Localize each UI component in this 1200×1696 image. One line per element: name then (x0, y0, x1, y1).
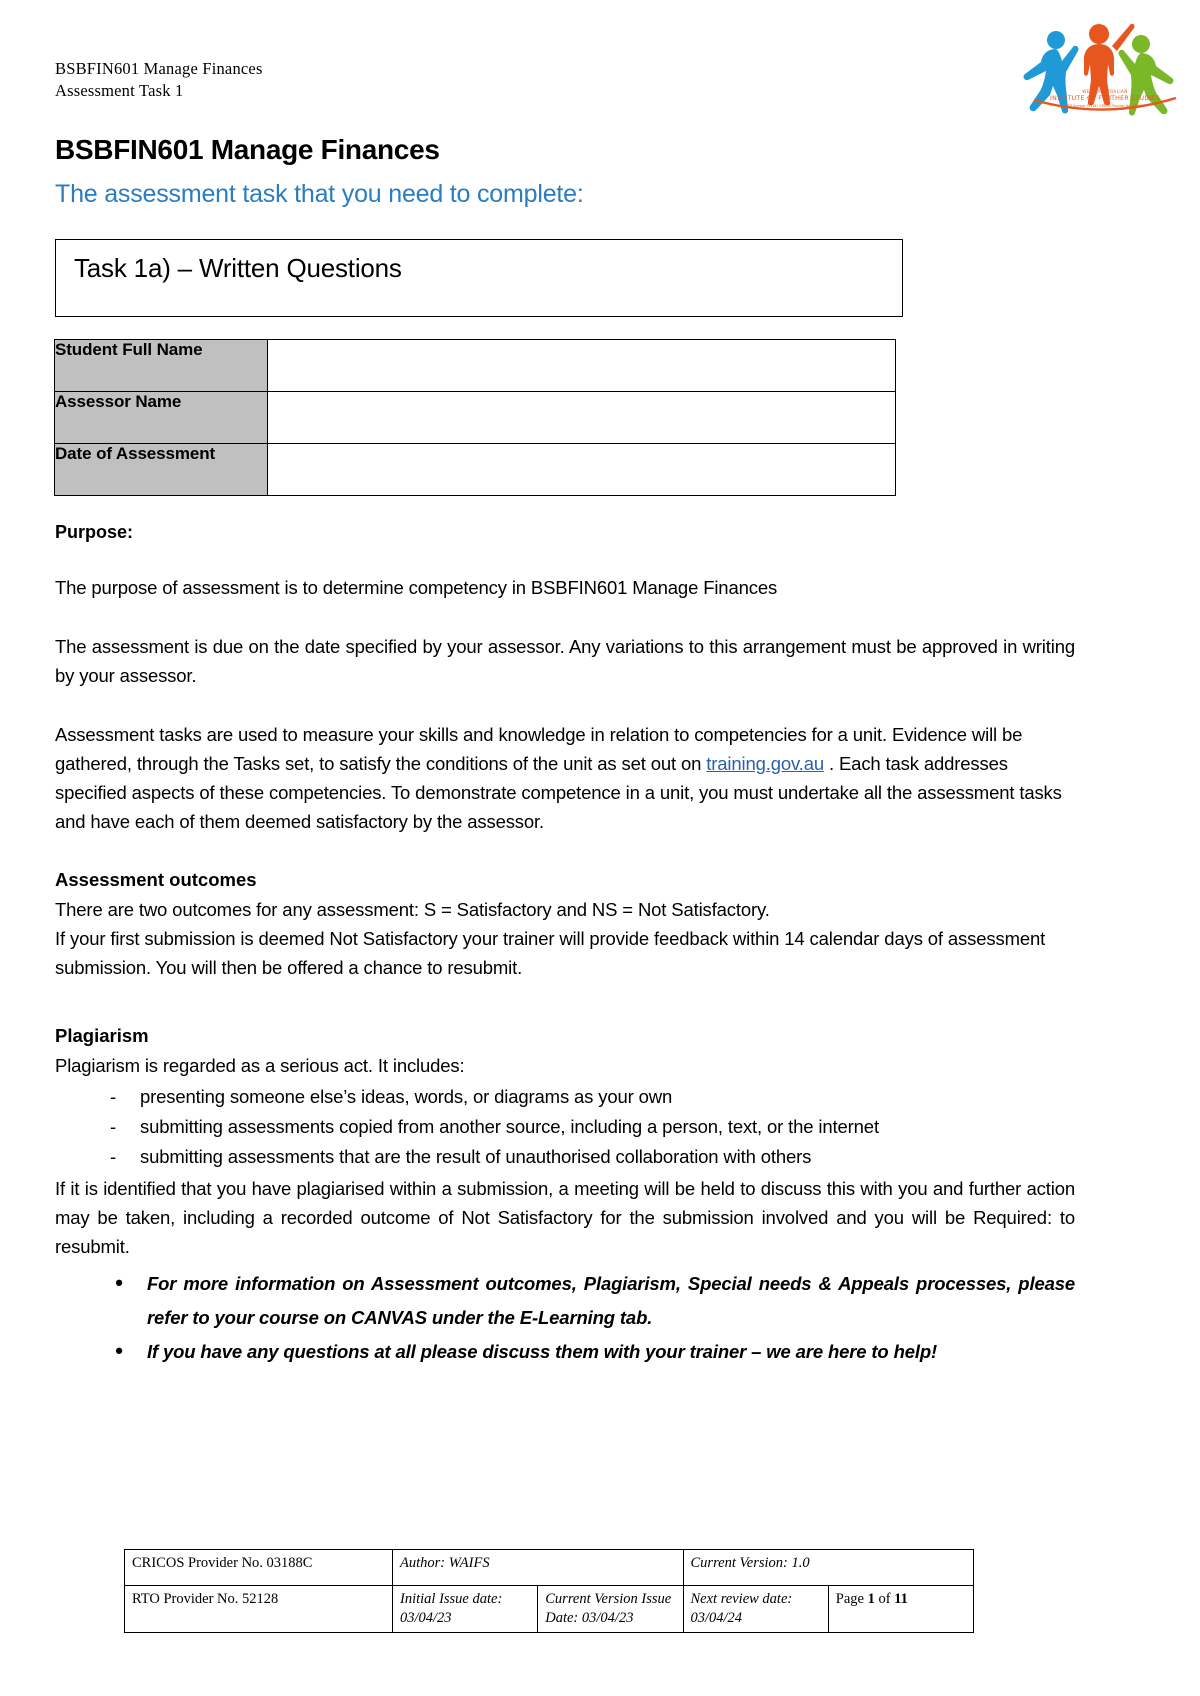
logo-figures-icon (1020, 8, 1190, 118)
waifs-logo (1020, 8, 1190, 118)
svg-text:WEST AUSTRALIAN: WEST AUSTRALIAN (1082, 89, 1128, 94)
purpose-paragraph-3-part2: . Each task addresses specified aspects of these competencies. To demonstrate competence in a unit, you must undertake all the assessment tasks and have each of them deemed satisfactory by the assessor. (55, 753, 1062, 832)
list-item: - submitting assessments that are the result of unauthorised collaboration with others (110, 1142, 1075, 1172)
footer-next-review (683, 1586, 828, 1633)
svg-text:RTO Number 52128 | CRICOS Prov: RTO Number 52128 | CRICOS Provider No. 03188C (1065, 104, 1145, 108)
footer-table (124, 1549, 974, 1633)
page-prefix: Page (835, 1591, 868, 1607)
table-row (55, 444, 896, 496)
date-of-assessment-field[interactable] (268, 444, 896, 496)
document-body (55, 133, 1075, 1369)
plagiarism-heading: Plagiarism (55, 1025, 149, 1046)
svg-text:INSTITUTE OF FURTHER STUDIES: INSTITUTE OF FURTHER STUDIES (1050, 95, 1160, 102)
student-details-table (54, 339, 896, 496)
page-current: 1 (867, 1591, 875, 1607)
assessor-name-field[interactable] (268, 392, 896, 444)
plagiarism-closing: If it is identified that you have plagiarised within a submission, a meeting will be held to discuss this with you and further action may be taken, including a recorded outcome of Not Satisfactory for the submission involved and you will be Required: to resubmit. (55, 1178, 1075, 1257)
footer-current-version-issue-label: Current Version Issue (545, 1591, 672, 1607)
student-name-field[interactable] (268, 340, 896, 392)
table-row (55, 340, 896, 392)
spacer (55, 850, 1075, 866)
document-footer (124, 1549, 974, 1633)
plagiarism-list (55, 1082, 1075, 1172)
footer-next-review-date: 03/04/24 (690, 1610, 743, 1626)
date-of-assessment-label: Date of Assessment (55, 444, 268, 496)
purpose-heading: Purpose: (55, 522, 134, 542)
purpose-paragraph-3 (55, 720, 1075, 836)
footer-initial-issue (393, 1586, 538, 1633)
purpose-paragraph-2: The assessment is due on the date specified by your assessor. Any variations to this arrangement must be approved in writing by your assessor. (55, 636, 1075, 686)
list-item: • For more information on Assessment outcomes, Plagiarism, Special needs & Appeals processes, please refer to your course on CANVAS under the E-Learning tab. (115, 1267, 1075, 1335)
footer-initial-issue-date: 03/04/23 (400, 1610, 452, 1626)
spacer (55, 996, 1075, 1022)
footer-next-review-label: Next review date: (690, 1591, 793, 1607)
header-task-name: Assessment Task 1 (55, 81, 184, 100)
table-row (125, 1586, 974, 1633)
footer-initial-issue-label: Initial Issue date: (400, 1591, 503, 1607)
footer-author: Author: WAIFS (393, 1550, 684, 1586)
spacer (55, 557, 1075, 573)
task-title-label: Task 1a) – Written Questions (74, 253, 402, 283)
document-running-header (55, 58, 263, 102)
header-unit-code: BSBFIN601 Manage Finances (55, 59, 263, 78)
assessor-name-label: Assessor Name (55, 392, 268, 444)
footer-current-version: Current Version: 1.0 (683, 1550, 974, 1586)
footer-page-number (828, 1586, 973, 1633)
assessment-outcomes-heading: Assessment outcomes (55, 869, 257, 890)
training-gov-au-link[interactable]: training.gov.au (706, 753, 825, 774)
page-subtitle: The assessment task that you need to complete: (55, 180, 584, 208)
assessment-outcomes-line-2: If your first submission is deemed Not Satisfactory your trainer will provide feedback within 14 calendar days of assessment submission. You will then be offered a chance to resubmit. (55, 928, 1046, 978)
table-row (55, 392, 896, 444)
page-mid: of (874, 1591, 895, 1607)
assessment-outcomes-line-1: There are two outcomes for any assessment: S = Satisfactory and NS = Not Satisfactory. (55, 899, 770, 920)
footer-rto: RTO Provider No. 52128 (125, 1586, 393, 1633)
footer-current-version-issue (538, 1586, 683, 1633)
purpose-paragraph-3-part1: Assessment tasks are used to measure your skills and knowledge in relation to competencies for a unit. Evidence will be gathered, through the Tasks set, to satisfy the conditions of the unit as set out on (55, 724, 1023, 774)
list-item: • If you have any questions at all please discuss them with your trainer – we are here to help! (115, 1335, 1075, 1369)
info-bullet-list (55, 1267, 1075, 1369)
page-total: 11 (894, 1591, 908, 1607)
student-name-label: Student Full Name (55, 340, 268, 392)
table-row (125, 1550, 974, 1586)
footer-cricos: CRICOS Provider No. 03188C (125, 1550, 393, 1586)
plagiarism-intro: Plagiarism is regarded as a serious act. It includes: (55, 1055, 465, 1076)
list-item: - presenting someone else’s ideas, words, or diagrams as your own (110, 1082, 1075, 1112)
task-title-box (55, 239, 903, 317)
footer-current-version-issue-date: Date: 03/04/23 (545, 1610, 634, 1626)
page-title: BSBFIN601 Manage Finances (55, 134, 440, 165)
purpose-paragraph-1: The purpose of assessment is to determine competency in BSBFIN601 Manage Finances (55, 577, 778, 598)
list-item: - submitting assessments copied from another source, including a person, text, or the internet (110, 1112, 1075, 1142)
